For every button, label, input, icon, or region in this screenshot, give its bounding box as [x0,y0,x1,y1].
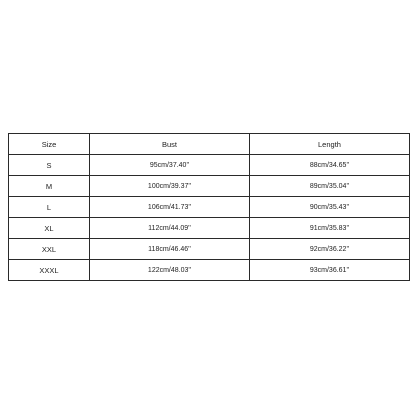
header-bust: Bust [90,134,250,155]
header-length: Length [250,134,410,155]
size-cell: L [9,197,90,218]
header-row [9,134,410,155]
table-row [9,239,410,260]
table-body [9,155,410,281]
table-row [9,260,410,281]
table-row [9,155,410,176]
size-cell: S [9,155,90,176]
bust-cell: 100cm/39.37'' [90,176,250,197]
table-row [9,218,410,239]
length-cell: 89cm/35.04'' [250,176,410,197]
length-cell: 91cm/35.83'' [250,218,410,239]
bust-cell: 122cm/48.03'' [90,260,250,281]
bust-cell: 106cm/41.73'' [90,197,250,218]
size-cell: M [9,176,90,197]
size-cell: XL [9,218,90,239]
size-cell: XXL [9,239,90,260]
table-header [9,134,410,155]
table-row [9,197,410,218]
length-cell: 90cm/35.43'' [250,197,410,218]
bust-cell: 112cm/44.09'' [90,218,250,239]
size-cell: XXXL [9,260,90,281]
length-cell: 92cm/36.22'' [250,239,410,260]
bust-cell: 118cm/46.46'' [90,239,250,260]
table-row [9,176,410,197]
bust-cell: 95cm/37.40'' [90,155,250,176]
size-chart-table [8,133,410,281]
header-size: Size [9,134,90,155]
length-cell: 88cm/34.65'' [250,155,410,176]
length-cell: 93cm/36.61'' [250,260,410,281]
